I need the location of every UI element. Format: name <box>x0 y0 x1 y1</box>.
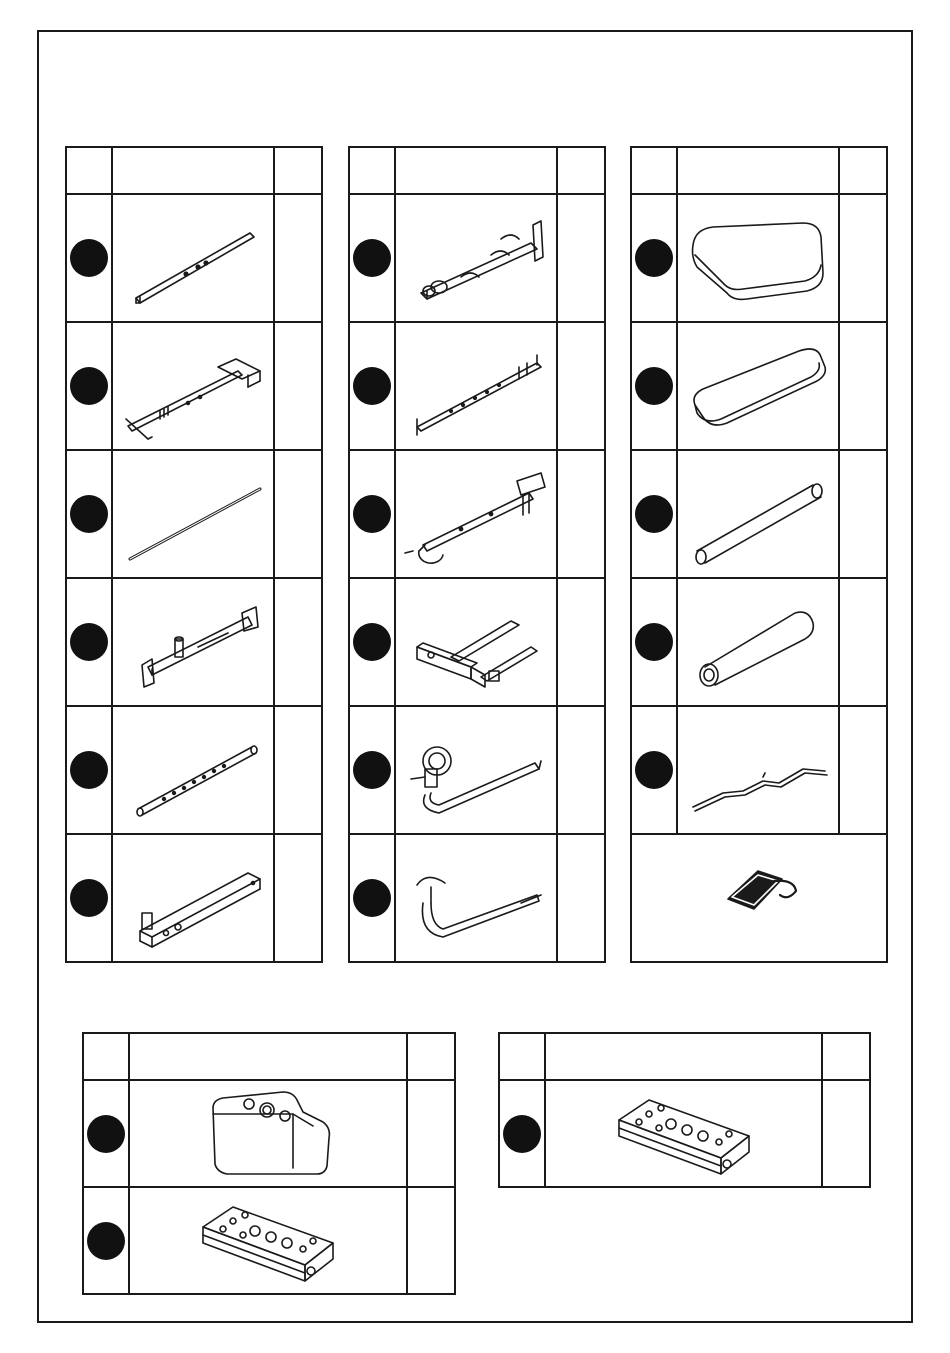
table-row <box>349 706 605 834</box>
square-tube-with-bracket-icon <box>118 843 268 953</box>
part-number-marker <box>70 367 108 405</box>
table-row <box>499 1080 870 1187</box>
table-row <box>349 578 605 706</box>
table-row <box>66 578 322 706</box>
table-header-row <box>631 147 887 194</box>
long-rail-frame-icon <box>401 331 551 441</box>
part-number-marker <box>87 1115 125 1153</box>
part-number-marker <box>353 623 391 661</box>
hardware-bag-icon <box>712 843 862 953</box>
part-number-marker <box>70 495 108 533</box>
weight-plate-icon <box>609 1084 759 1184</box>
table-row <box>66 834 322 962</box>
h-base-frame-icon <box>401 587 551 697</box>
table-row <box>631 834 887 962</box>
seat-cushion-icon <box>683 203 833 313</box>
table-row <box>349 322 605 450</box>
curved-arm-with-pulley-icon <box>401 715 551 825</box>
part-number-marker <box>635 623 673 661</box>
short-foam-roller-icon <box>683 587 833 697</box>
part-number-marker <box>353 239 391 277</box>
part-number-marker <box>353 367 391 405</box>
part-number-marker <box>503 1115 541 1153</box>
table-row <box>631 578 887 706</box>
parts-table-2 <box>348 146 606 963</box>
tube-with-post-and-brackets-icon <box>118 587 268 697</box>
round-tube-with-holes-icon <box>118 715 268 825</box>
part-number-marker <box>70 879 108 917</box>
backrest-frame-with-pivot-icon <box>401 459 551 569</box>
straight-square-tube-with-holes-icon <box>118 203 268 313</box>
table-header-row <box>499 1033 870 1080</box>
part-number-marker <box>353 879 391 917</box>
parts-table-3 <box>630 146 888 963</box>
table-header-row <box>83 1033 455 1080</box>
weight-plate-icon <box>193 1191 343 1291</box>
long-frame-with-plate-icon <box>118 331 268 441</box>
part-number-marker <box>635 495 673 533</box>
table-row <box>66 450 322 578</box>
table-row <box>66 706 322 834</box>
part-number-marker <box>70 239 108 277</box>
seat-support-frame-icon <box>401 203 551 313</box>
table-row <box>631 450 887 578</box>
table-row <box>66 194 322 322</box>
curl-bar-icon <box>683 715 833 825</box>
table-row <box>66 322 322 450</box>
part-number-marker <box>635 367 673 405</box>
weight-block-icon <box>193 1084 343 1184</box>
foam-roller-tube-icon <box>683 459 833 569</box>
table-row <box>631 706 887 834</box>
curved-arm-icon <box>401 843 551 953</box>
part-number-marker <box>87 1222 125 1260</box>
part-number-marker <box>70 751 108 789</box>
table-row <box>631 194 887 322</box>
part-number-marker <box>635 239 673 277</box>
table-row <box>631 322 887 450</box>
thin-rod-icon <box>118 459 268 569</box>
part-number-marker <box>353 495 391 533</box>
part-number-marker <box>353 751 391 789</box>
table-row <box>83 1080 455 1187</box>
parts-table-5 <box>498 1032 871 1188</box>
back-cushion-icon <box>683 331 833 441</box>
part-number-marker <box>635 751 673 789</box>
table-row <box>349 194 605 322</box>
table-row <box>349 834 605 962</box>
parts-table-4 <box>82 1032 456 1295</box>
table-header-row <box>66 147 322 194</box>
parts-table-1 <box>65 146 323 963</box>
table-row <box>349 450 605 578</box>
part-number-marker <box>70 623 108 661</box>
table-row <box>83 1187 455 1294</box>
table-header-row <box>349 147 605 194</box>
